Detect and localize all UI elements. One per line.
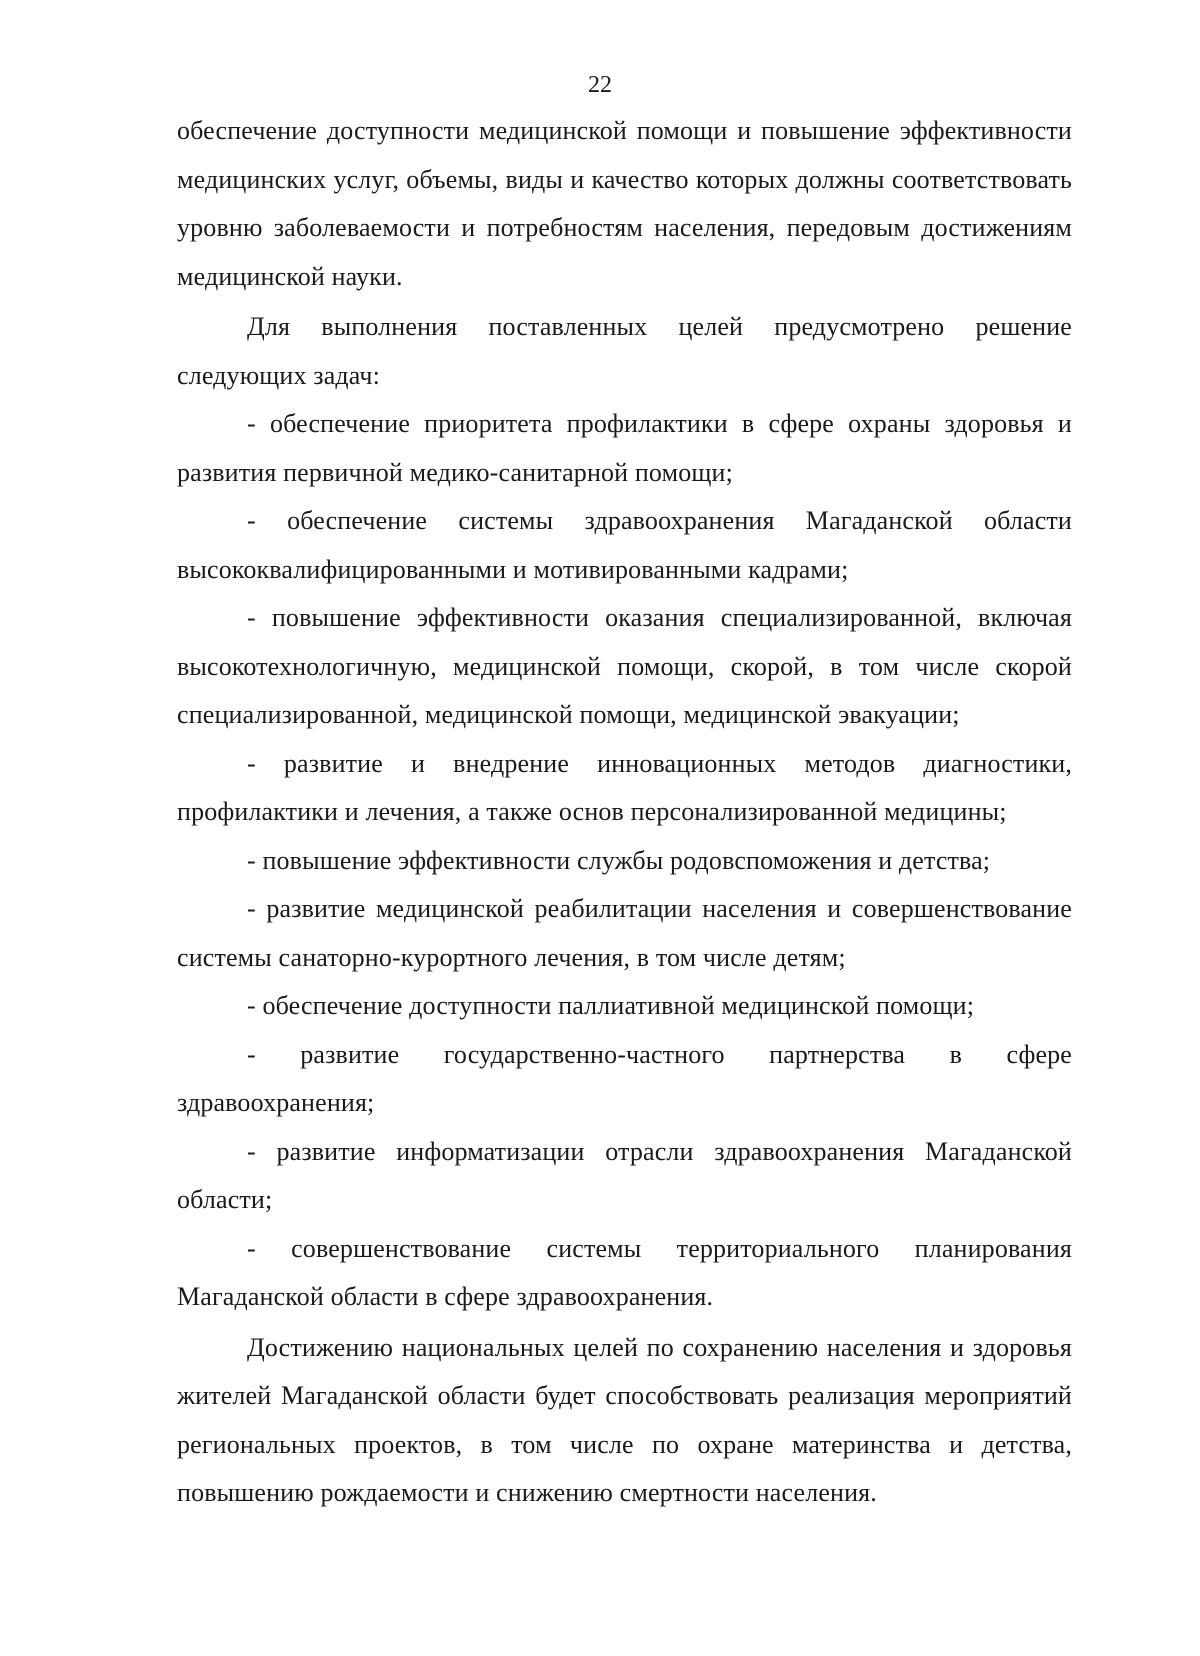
- document-body: [177, 107, 1072, 1518]
- task-item-palliative: - обеспечение доступности паллиативной медицинской помощи;: [247, 991, 975, 1020]
- paragraph-tasks-intro: Для выполнения поставленных целей предусмотрено решение следующих задач:: [177, 312, 1072, 390]
- task-item-innovation: - развитие и внедрение инновационных методов диагностики, профилактики и лечения, а также основ персонализированной медицины;: [177, 748, 1072, 826]
- paragraph-national-goals: Достижению национальных целей по сохранению населения и здоровья жителей Магаданской области будет способствовать реализация мероприятий региональных проектов, в том числе по охране материнства и детства, повышению рождаемости и снижению смертности населения.: [177, 1332, 1072, 1507]
- task-item-maternity: - повышение эффективности службы родовспоможения и детства;: [247, 845, 991, 875]
- task-item-staffing: - обеспечение системы здравоохранения Магаданской области высококвалифицированными и мотивированными кадрами;: [177, 506, 1072, 584]
- paragraph-continuation: обеспечение доступности медицинской помощи и повышение эффективности медицинских услуг, объемы, виды и качество которых должны соответствовать уровню заболеваемости и потребностям населения, передовым достижениям медицинской науки.: [177, 116, 1072, 291]
- task-item-planning: - совершенствование системы территориального планирования Магаданской области в сфере здравоохранения.: [177, 1233, 1072, 1311]
- task-item-informatization: - развитие информатизации отрасли здравоохранения Магаданской области;: [177, 1136, 1072, 1214]
- task-item-prevention: - обеспечение приоритета профилактики в сфере охраны здоровья и развития первичной медико-санитарной помощи;: [177, 409, 1072, 487]
- task-item-partnership: - развитие государственно-частного партнерства в сфере здравоохранения;: [177, 1039, 1072, 1117]
- page-number: 22: [588, 72, 612, 98]
- task-item-specialized-care: - повышение эффективности оказания специализированной, включая высокотехнологичную, медицинской помощи, скорой, в том числе скорой специализированной, медицинской помощи, медицинской эвакуации;: [177, 603, 1072, 729]
- task-item-rehabilitation: - развитие медицинской реабилитации населения и совершенствование системы санаторно-курортного лечения, в том числе детям;: [177, 894, 1072, 972]
